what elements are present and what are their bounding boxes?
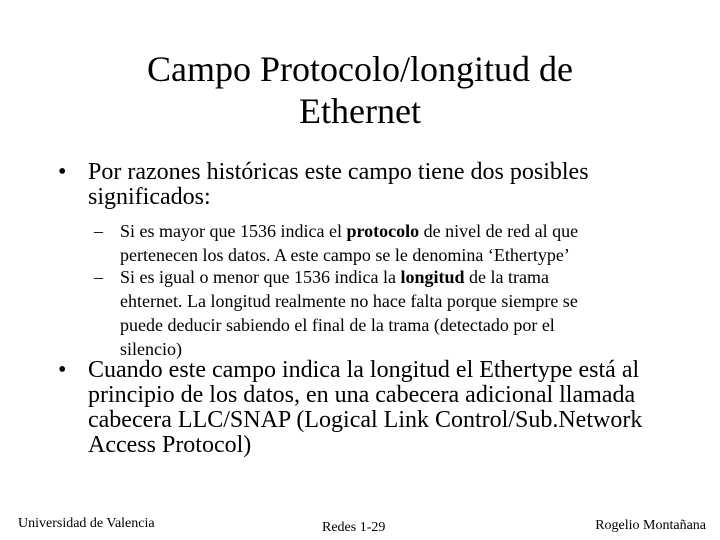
bold-term-protocolo: protocolo [346,221,420,241]
bullet-line: principio de los datos, en una cabecera adicional llamada [88,382,636,408]
slide-title-line-1: Campo Protocolo/longitud de [147,49,573,89]
sub-bullet-length [94,265,578,361]
sub-bullet-line: puede deducir sabiendo el final de la trama (detectado por el [120,315,555,335]
bullet-line: Access Protocol) [88,432,252,458]
sub-bullet-line: silencio) [120,339,182,359]
sub-bullet-line: ehternet. La longitud realmente no hace falta porque siempre se [120,291,578,311]
sub-bullet-line: pertenecen los datos. A este campo se le denomina ‘Ethertype’ [120,245,570,265]
bullet-ethertype-llc-snap [58,357,643,458]
bullet-mark: • [58,357,67,383]
text-span: Si es igual o menor que 1536 indica la [120,267,401,287]
text-span: de nivel de red al que [419,221,579,241]
bullet-line: Cuando este campo indica la longitud el Ethertype está al [88,357,640,383]
bullet-line: significados: [88,184,211,210]
slide-title-line-2: Ethernet [299,91,421,131]
text-span: Si es mayor que 1536 indica el [120,221,347,241]
bullet-historical-meanings [58,159,589,210]
sub-bullet-mark: – [94,267,103,287]
text-span: de la trama [464,267,549,287]
bold-term-longitud: longitud [400,267,465,287]
bullet-line: Por razones históricas este campo tiene dos posibles [88,159,589,185]
footer-author: Rogelio Montañana [595,518,706,533]
sub-bullet-line [120,265,578,289]
footer-institution: Universidad de Valencia [18,516,155,531]
footer-slide-number: Redes 1-29 [322,520,386,535]
sub-bullet-protocol [94,219,579,267]
sub-bullet-mark: – [94,221,103,241]
bullet-line: cabecera LLC/SNAP (Logical Link Control/Sub.Network [88,407,643,433]
sub-bullet-line [120,219,578,243]
bullet-mark: • [58,159,67,185]
